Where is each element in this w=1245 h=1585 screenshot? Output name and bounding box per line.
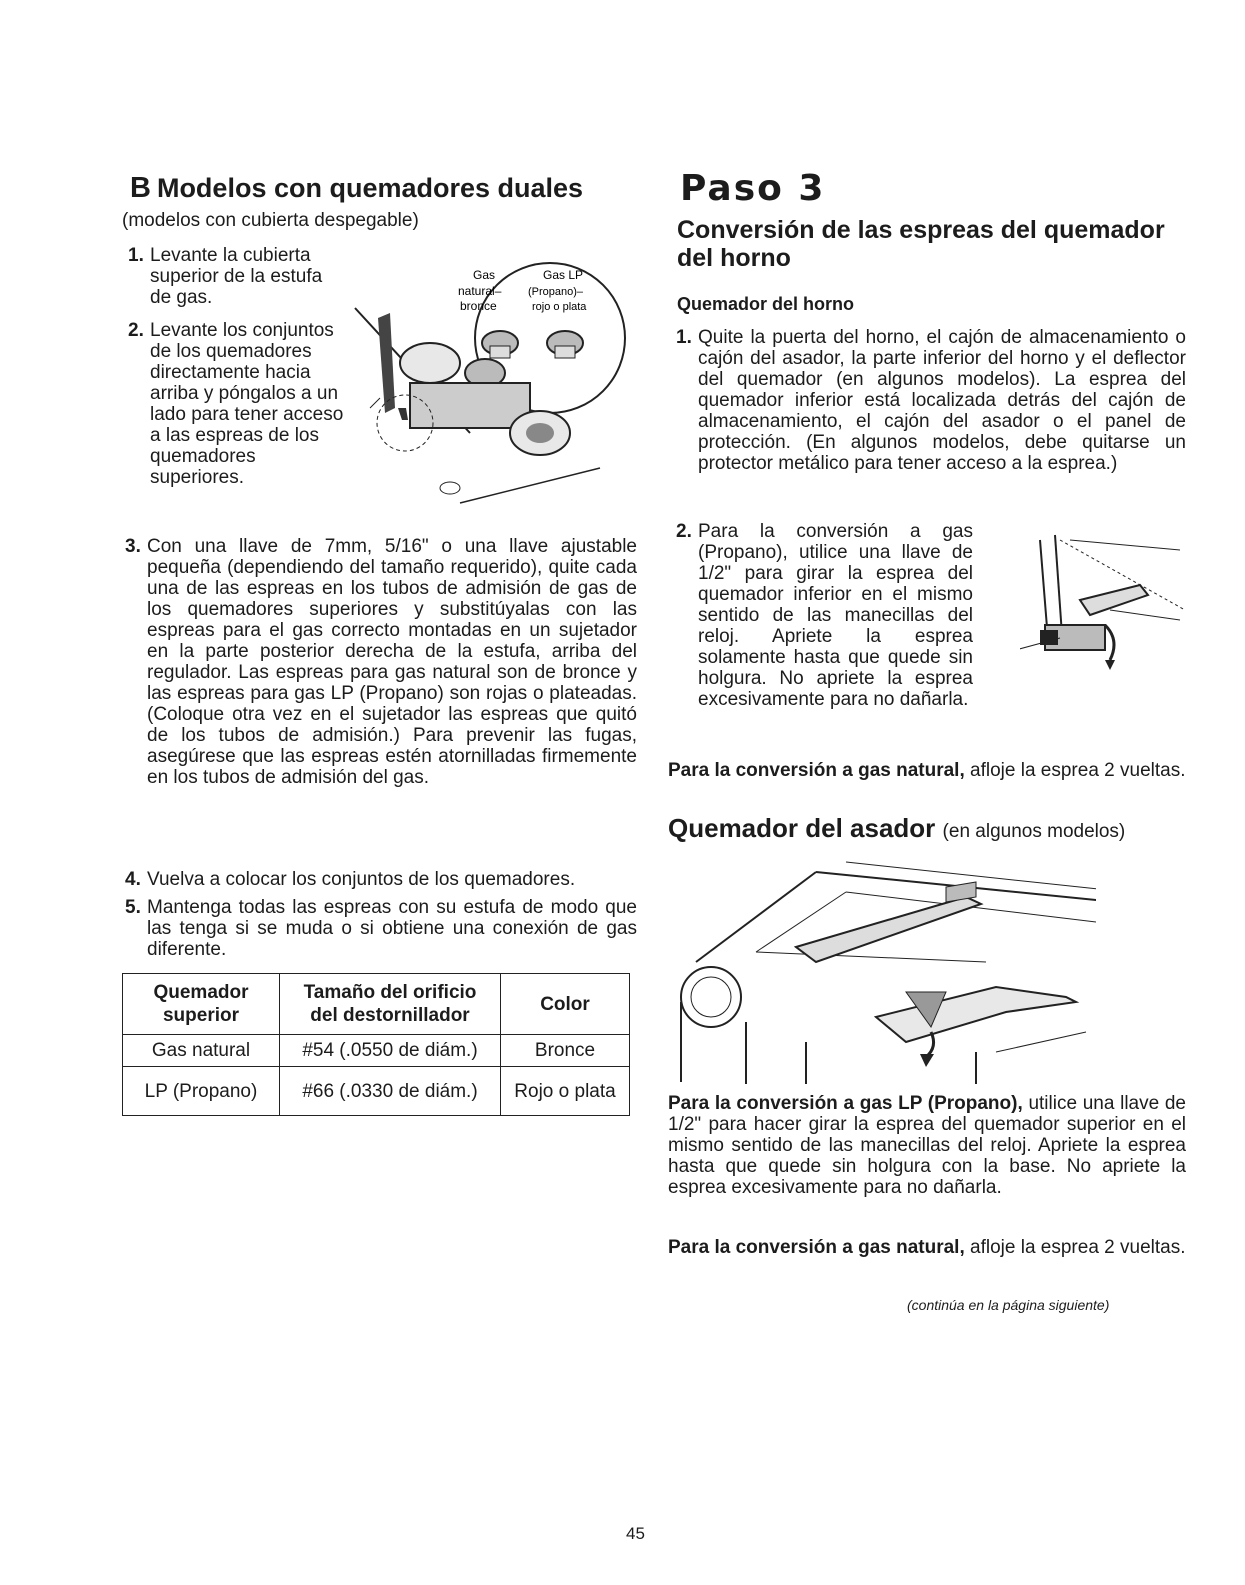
- broiler-heading-paren: (en algunos modelos): [942, 821, 1126, 842]
- table-row: [123, 1035, 630, 1067]
- step-number: 2.: [128, 320, 144, 341]
- natural-gas-note-text: afloje la esprea 2 vueltas.: [964, 760, 1186, 781]
- lp-broiler-note-text: utilice una llave de 1/2" para hacer girar la esprea del quemador superior en el mismo sentido de las manecillas del reloj. Apriete la esprea hasta que quede sin holgura con la base. No apriete la esprea excesivamente para no dañarla.: [668, 1093, 1186, 1198]
- table-header-cell: Color: [501, 974, 630, 1035]
- right-step-2: [676, 521, 973, 710]
- step-number: 4.: [125, 869, 141, 890]
- step-number: 1.: [676, 327, 692, 348]
- label-bronce: bronce: [460, 299, 497, 313]
- table-header-cell: Tamaño del orificio del destornillador: [280, 974, 501, 1035]
- conversion-heading: Conversión de las espreas del quemador del horno: [677, 216, 1165, 272]
- left-step-1: [128, 245, 345, 308]
- lp-broiler-note-bold: Para la conversión a gas LP (Propano),: [668, 1093, 1023, 1114]
- oven-burner-subheading: Quemador del horno: [677, 294, 855, 314]
- table-cell: Rojo o plata: [501, 1067, 630, 1116]
- table-header-row: [123, 974, 630, 1035]
- section-title-text: Modelos con quemadores duales: [156, 173, 584, 203]
- broiler-heading: [668, 813, 1125, 844]
- step-number: 5.: [125, 897, 141, 918]
- broiler-heading-text: Quemador del asador: [668, 813, 936, 843]
- left-step-5: [125, 897, 637, 960]
- step-text: Levante la cubierta superior de la estufa de gas.: [150, 245, 323, 308]
- wrench-orifice-illustration: [1020, 530, 1190, 690]
- table-cell: Bronce: [501, 1035, 630, 1067]
- left-step-3: [125, 536, 637, 788]
- step-text: Con una llave de 7mm, 5/16" o una llave ajustable pequeña (dependiendo del tamaño requerido), quite cada una de las espreas en los tubos de admisión de gas de los quemadores superiores y substitúyalas con las espreas para el gas correcto montadas en un sujetador en la parte posterior derecha de la estufa, arriba del regulador. Las espreas para gas natural son de bronce y las espreas para gas LP (Propano) son rojas o plateadas. (Coloque otra vez en el sujetador las espreas que quitó de los tubos de admisión.) Para prevenir las fugas, asegúrese que las espreas estén atornilladas firmemente en los tubos de admisión del gas.: [147, 536, 637, 788]
- burner-orifice-illustration: [350, 258, 630, 528]
- table-cell: Gas natural: [123, 1035, 280, 1067]
- section-letter: B: [130, 172, 151, 204]
- label-rojo-plata: rojo o plata: [532, 301, 587, 313]
- step-number: 1.: [128, 245, 144, 266]
- natural-gas-note-2-text: afloje la esprea 2 vueltas.: [964, 1237, 1186, 1258]
- table-header-cell: Quemador superior: [123, 974, 280, 1035]
- section-subtitle: (modelos con cubierta despegable): [122, 210, 419, 231]
- step-text: Vuelva a colocar los conjuntos de los quemadores.: [147, 869, 576, 890]
- step-text: Quite la puerta del horno, el cajón de almacenamiento o cajón del asador, la parte inferior del horno y el deflector del quemador (en algunos modelos). La esprea del quemador inferior está localizada detrás del cajón de almacenamiento, el cajón del asador o el panel de protección. (En algunos modelos, debe quitarse un protector metálico para tener acceso a la esprea.): [698, 327, 1186, 474]
- left-step-4: [125, 869, 637, 890]
- label-gas: Gas: [473, 268, 496, 282]
- table-row: [123, 1067, 630, 1116]
- table-cell: #66 (.0330 de diám.): [280, 1067, 501, 1116]
- step-title: Paso 3: [680, 168, 826, 209]
- table-cell: LP (Propano): [123, 1067, 280, 1116]
- step-text: Levante los conjuntos de los quemadores directamente hacia arriba y póngalos a un lado para tener acceso a las espreas de los quemadores superiores.: [150, 320, 344, 488]
- natural-gas-note: [668, 760, 1186, 781]
- section-title: [130, 172, 583, 205]
- table-cell: #54 (.0550 de diám.): [280, 1035, 501, 1067]
- label-gas-lp: Gas LP: [543, 268, 584, 282]
- step-number: 3.: [125, 536, 141, 557]
- left-step-2: [128, 320, 345, 488]
- natural-gas-note-2-bold: Para la conversión a gas natural,: [668, 1237, 965, 1258]
- continued-note: (continúa en la página siguiente): [907, 1297, 1110, 1313]
- step-text: Para la conversión a gas (Propano), utilice una llave de 1/2" para girar la esprea del quemador inferior en el mismo sentido de las manecillas del reloj. Apriete la esprea solamente hasta que quede sin holgura. No apriete la esprea excesivamente para no dañarla.: [698, 521, 973, 710]
- right-step-1: [676, 327, 1186, 474]
- label-propano: (Propano)–: [528, 286, 584, 298]
- natural-gas-note-2: [668, 1237, 1186, 1258]
- natural-gas-note-bold: Para la conversión a gas natural,: [668, 760, 965, 781]
- broiler-burner-illustration: [676, 852, 1096, 1084]
- lp-broiler-note: [668, 1093, 1186, 1198]
- step-number: 2.: [676, 521, 692, 542]
- orifice-table: [122, 973, 630, 1116]
- label-natural: natural–: [458, 284, 502, 298]
- step-text: Mantenga todas las espreas con su estufa de modo que las tenga si se muda o si obtiene una conexión de gas diferente.: [147, 897, 637, 960]
- page-number: 45: [626, 1524, 645, 1543]
